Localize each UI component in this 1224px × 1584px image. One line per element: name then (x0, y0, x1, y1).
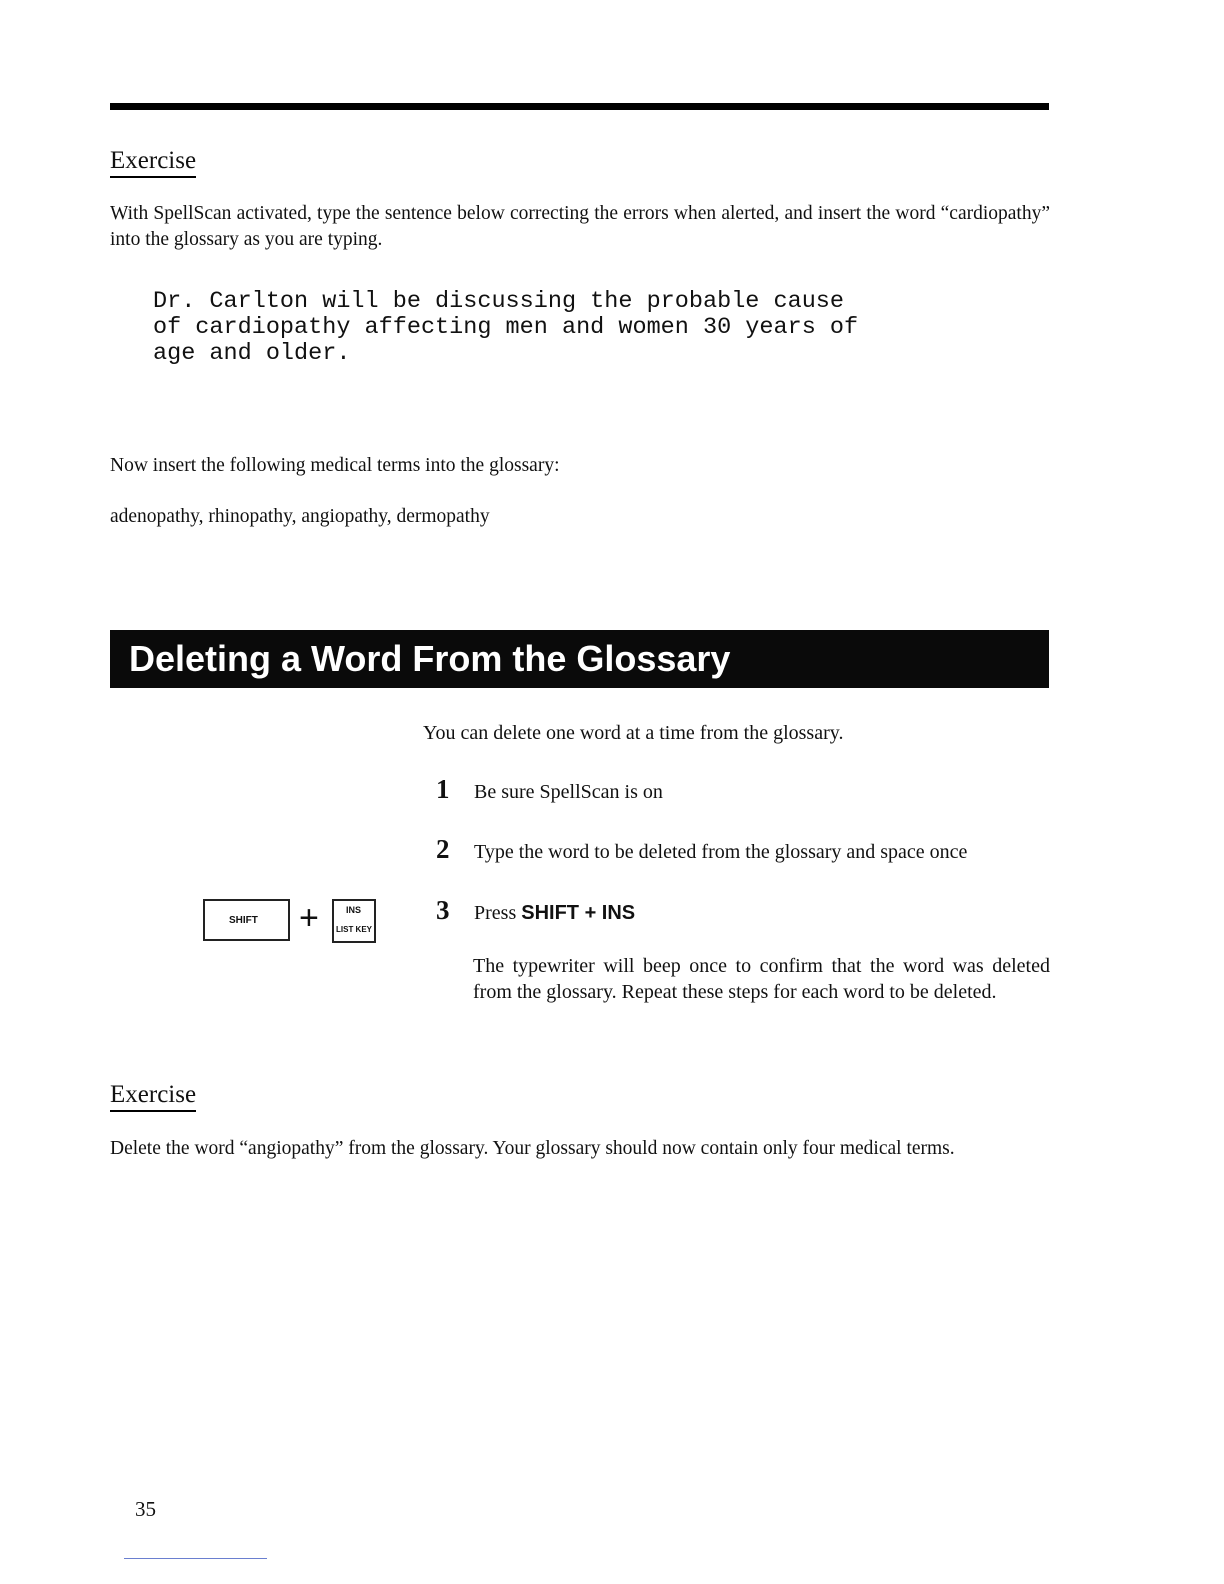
step-text: Type the word to be deleted from the glossary and space once (474, 841, 968, 863)
step-text: Be sure SpellScan is on (474, 781, 663, 803)
shift-key-label: SHIFT (229, 915, 258, 926)
step-number: 1 (436, 774, 450, 804)
exercise-heading: Exercise (110, 1080, 196, 1112)
step-number: 2 (436, 834, 450, 864)
section-title-banner: Deleting a Word From the Glossary (110, 630, 1049, 688)
top-rule (110, 103, 1049, 110)
step-number: 3 (436, 895, 450, 925)
medical-terms: adenopathy, rhinopathy, angiopathy, dermopathy (110, 506, 490, 527)
shift-key-icon (203, 899, 290, 941)
step-text (474, 900, 635, 926)
plus-sign: + (299, 899, 319, 937)
insert-instruction: Now insert the following medical terms into the glossary: (110, 455, 560, 476)
page-number: 35 (135, 1497, 156, 1521)
typed-line: age and older. (153, 340, 351, 367)
exercise-instruction: With SpellScan activated, type the sentence below correcting the errors when alerted, and insert the word “cardiopathy” into the glossary as you are typing. (110, 203, 1050, 250)
ins-key-icon (332, 899, 376, 943)
exercise-heading: Exercise (110, 146, 196, 178)
section-intro: You can delete one word at a time from the glossary. (423, 722, 844, 744)
exercise-instruction: Delete the word “angiopathy” from the glossary. Your glossary should now contain only four medical terms. (110, 1138, 955, 1159)
typed-line: Dr. Carlton will be discussing the probable cause (153, 288, 845, 315)
ins-key-sublabel: LIST KEY (336, 925, 373, 934)
typed-line: of cardiopathy affecting men and women 30 years of (153, 314, 859, 341)
bottom-rule (124, 1558, 267, 1559)
key-combination: SHIFT + INS (521, 902, 636, 924)
step-prefix: Press (474, 902, 517, 924)
confirmation-note: The typewriter will beep once to confirm that the word was deleted from the glossary. Repeat these steps for each word to be deleted. (473, 955, 1050, 1003)
ins-key-label: INS (346, 905, 362, 915)
typed-sentence (153, 289, 858, 367)
